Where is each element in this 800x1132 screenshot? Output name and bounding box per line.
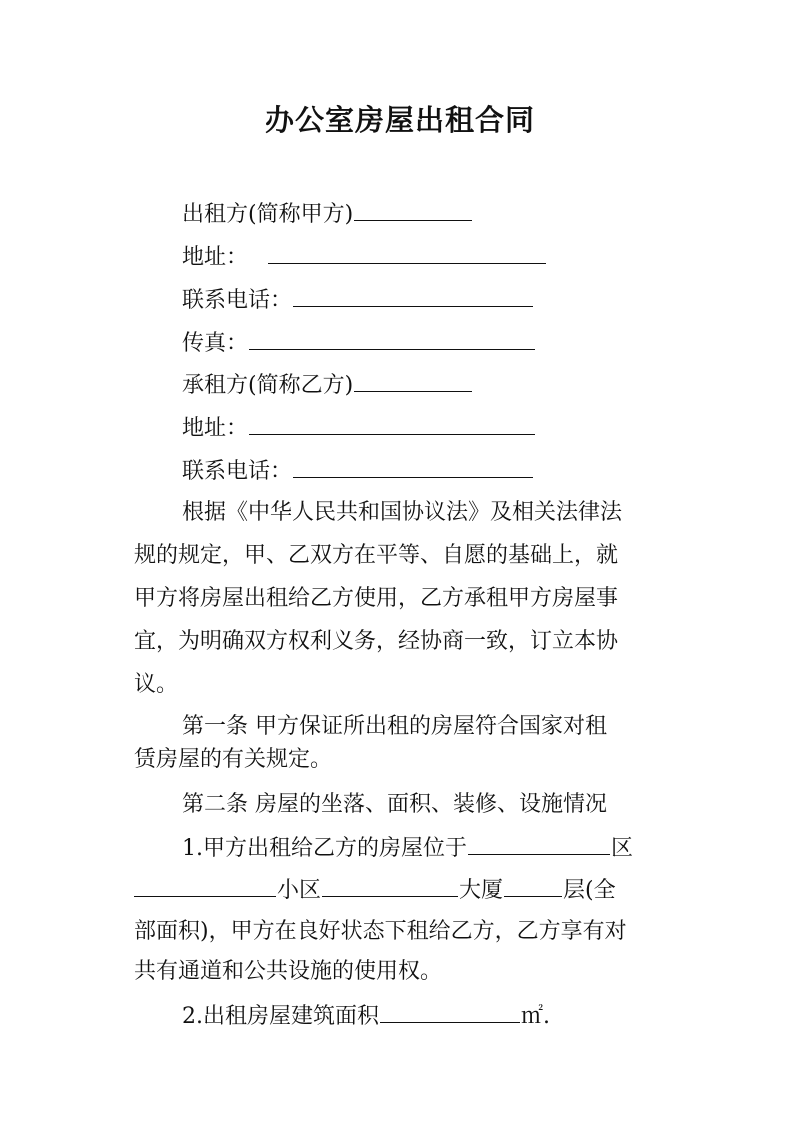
district-label: 区 bbox=[611, 836, 634, 861]
floor-blank[interactable] bbox=[504, 874, 562, 897]
lessee-name-blank[interactable] bbox=[354, 369, 472, 392]
lessor-phone-blank[interactable] bbox=[293, 284, 533, 307]
area-blank[interactable] bbox=[380, 1000, 520, 1023]
clause1-line bbox=[134, 874, 674, 906]
preamble-line: 宜，为明确双方权利义务，经协商一致，订立本协 bbox=[134, 629, 619, 654]
lessor-fax-label: 传真： bbox=[182, 331, 249, 356]
lessor-phone-line bbox=[182, 284, 722, 316]
lessor-address-line bbox=[182, 241, 722, 273]
document-title: 办公室房屋出租合同 bbox=[264, 103, 535, 137]
building-blank[interactable] bbox=[322, 874, 458, 897]
community-label: 小区 bbox=[277, 878, 322, 903]
lessor-address-blank[interactable] bbox=[268, 241, 546, 264]
preamble-line: 规的规定，甲、乙双方在平等、自愿的基础上，就 bbox=[134, 543, 619, 568]
lessee-phone-line bbox=[182, 455, 722, 487]
clause1-line bbox=[182, 832, 722, 864]
preamble-line: 议。 bbox=[134, 672, 179, 697]
clause2-prefix: 2.出租房屋建筑面积 bbox=[182, 1004, 379, 1029]
lessor-fax-blank[interactable] bbox=[249, 327, 535, 350]
lessor-line bbox=[182, 198, 722, 230]
lessor-fax-line bbox=[182, 327, 722, 359]
lessee-label: 承租方(简称乙方) bbox=[182, 373, 354, 398]
building-label: 大厦 bbox=[459, 878, 504, 903]
lessor-name-blank[interactable] bbox=[354, 198, 472, 221]
preamble-line: 甲方将房屋出租给乙方使用，乙方承租甲方房屋事 bbox=[134, 586, 619, 611]
floor-label: 层(全 bbox=[563, 878, 616, 903]
lessee-phone-label: 联系电话： bbox=[182, 459, 293, 484]
article1-line: 赁房屋的有关规定。 bbox=[134, 747, 333, 772]
lessee-phone-blank[interactable] bbox=[293, 455, 533, 478]
lessee-address-blank[interactable] bbox=[249, 412, 535, 435]
lessor-label: 出租方(简称甲方) bbox=[182, 202, 354, 227]
clause1-line: 部面积)，甲方在良好状态下租给乙方，乙方享有对 bbox=[134, 919, 627, 944]
lessee-line bbox=[182, 369, 722, 401]
community-blank[interactable] bbox=[134, 874, 276, 897]
lessor-address-label: 地址： bbox=[182, 245, 249, 270]
article2-heading: 第二条 房屋的坐落、面积、装修、设施情况 bbox=[182, 792, 607, 817]
article1-line: 第一条 甲方保证所出租的房屋符合国家对租 bbox=[182, 714, 607, 739]
clause1-prefix: 1.甲方出租给乙方的房屋位于 bbox=[182, 836, 467, 861]
clause1-line: 共有通道和公共设施的使用权。 bbox=[134, 959, 443, 984]
area-unit: ㎡. bbox=[521, 1004, 550, 1029]
district-blank[interactable] bbox=[468, 832, 610, 855]
lessor-phone-label: 联系电话： bbox=[182, 288, 293, 313]
lessee-address-label: 地址： bbox=[182, 416, 249, 441]
clause2-line bbox=[182, 1000, 722, 1032]
preamble-line: 根据《中华人民共和国协议法》及相关法律法 bbox=[182, 500, 623, 525]
lessee-address-line bbox=[182, 412, 722, 444]
